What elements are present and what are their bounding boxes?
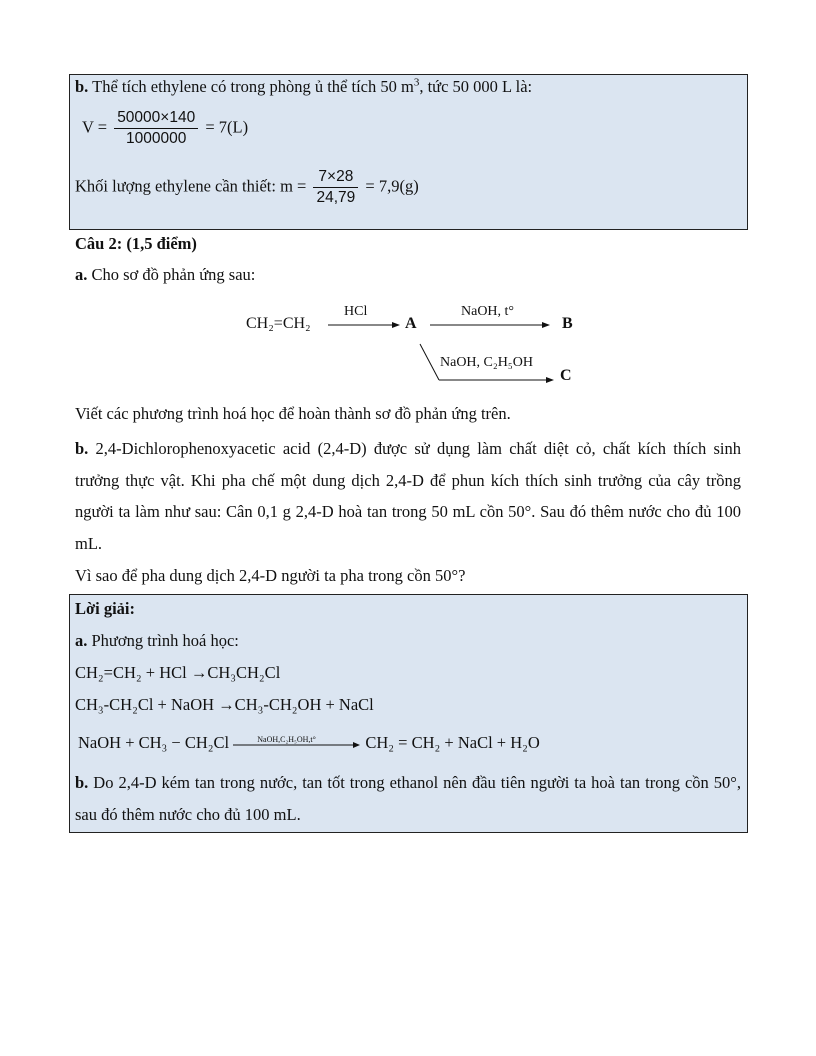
mass-formula — [75, 167, 419, 208]
arrow-to-a-icon — [240, 300, 600, 392]
q2-a-label: a. — [75, 265, 88, 284]
volume-text: Thể tích ethylene có trong phòng ủ thể tích 50 m — [88, 77, 414, 96]
eq3-condition: NaOH,C₂H₅OH,t° — [257, 735, 316, 745]
q2-b-text: 2,4-Dichlorophenoxyacetic acid (2,4-D) được sử dụng làm chất diệt cỏ, chất kích thích sinh trưởng thực vật. Khi pha chế một dung dịch 2,4-D để phun kích thích sinh trưởng của cây trồng người ta làm như sau: Cân 0,1 g 2,4-D hoà tan trong 50 mL cồn 50°. Sau đó thêm nước cho đủ 100 mL. — [75, 439, 741, 553]
question2-part-a — [75, 264, 255, 286]
scheme-product-b: B — [562, 315, 573, 332]
q2-a-text: Cho sơ đồ phản ứng sau: — [87, 265, 256, 284]
equation-1: CH₂=CH₂ + HCl →CH₃CH₂Cl — [75, 663, 281, 682]
m-rhs: = 7,9(g) — [365, 176, 419, 196]
sol-b-text: Do 2,4-D kém tan trong nước, tan tốt trong ethanol nên đầu tiên người ta hoà tan trong cồn 50°, sau đó thêm nước cho đủ 100 mL. — [75, 773, 741, 824]
v-numerator: 50000×140 — [114, 108, 198, 129]
question2-title: Câu 2: (1,5 điểm) — [75, 234, 197, 253]
sol-a-text: Phương trình hoá học: — [87, 631, 239, 650]
v-denominator: 1000000 — [126, 130, 187, 147]
equation-2: CH₃-CH₂Cl + NaOH →CH₃-CH₂OH + NaCl — [75, 695, 374, 714]
eq3-right: CH₂ = CH₂ + NaCl + H₂O — [365, 733, 540, 752]
scheme-reactant: CH₂=CH₂ — [246, 315, 311, 332]
scheme-reagent-naoh: NaOH, t° — [461, 304, 515, 319]
solution-part-b — [75, 767, 741, 830]
sol-b-label: b. — [75, 773, 89, 792]
scheme-reagent-naoh-ethanol: NaOH, C₂H₅OH — [440, 355, 533, 370]
v-rhs: = 7(L) — [205, 117, 249, 137]
question2-instruction: Viết các phương trình hoá học để hoàn thành sơ đồ phản ứng trên. — [75, 404, 511, 423]
reaction-scheme — [240, 300, 600, 392]
scheme-product-c: C — [560, 367, 572, 384]
scheme-reagent-hcl: HCl — [344, 304, 368, 319]
scheme-product-a: A — [405, 315, 417, 332]
volume-statement — [75, 76, 532, 98]
eq3-left: NaOH + CH₃ − CH₂Cl — [78, 733, 230, 752]
question2-b-question: Vì sao để pha dung dịch 2,4-D người ta pha trong cồn 50°? — [75, 566, 466, 585]
m-lhs: m = — [280, 176, 307, 196]
eq3-arrow — [233, 737, 361, 751]
solution-title: Lời giải: — [75, 599, 136, 618]
equation-3 — [78, 732, 540, 754]
volume-formula — [82, 108, 248, 149]
m-fraction — [313, 167, 358, 208]
m-denominator: 24,79 — [316, 189, 356, 206]
part-b-label: b. — [75, 77, 89, 96]
question2-part-b — [75, 433, 741, 559]
volume-text-end: , tức 50 000 L là: — [419, 77, 533, 96]
sol-a-label: a. — [75, 631, 88, 650]
mass-label: Khối lượng ethylene cần thiết: — [75, 176, 276, 196]
q2-b-label: b. — [75, 439, 89, 458]
m-numerator: 7×28 — [313, 167, 358, 188]
reaction-arrow-icon — [233, 737, 361, 751]
v-fraction — [114, 108, 198, 149]
volume-exponent: 3 — [413, 76, 420, 89]
v-lhs: V = — [82, 117, 108, 137]
solution-part-a — [75, 630, 239, 652]
